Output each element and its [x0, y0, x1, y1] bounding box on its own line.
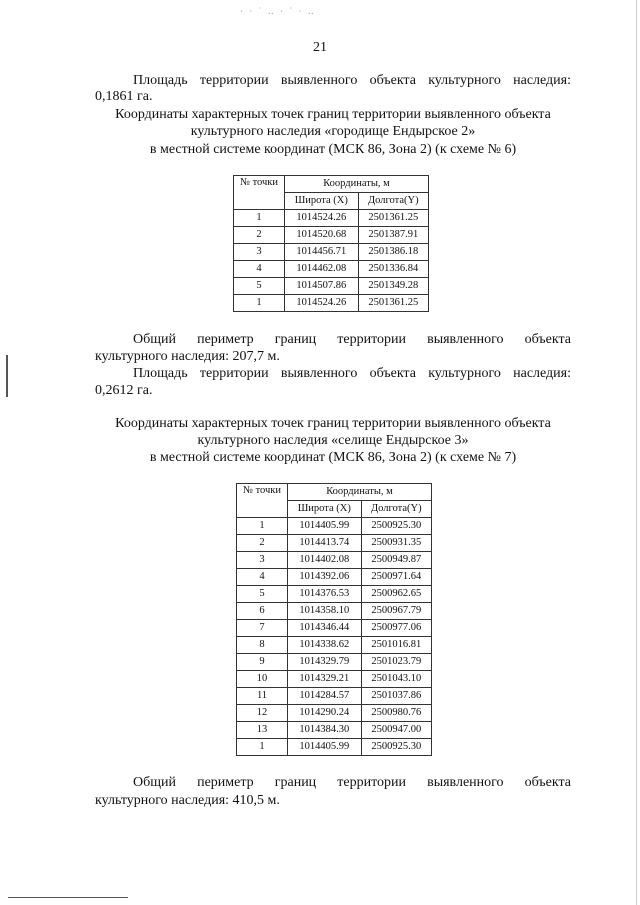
cell-lon: 2500971.64	[361, 569, 431, 586]
cell-point: 1	[234, 295, 285, 312]
table-row	[234, 227, 429, 244]
cell-lon: 2500967.79	[361, 603, 431, 620]
table-row	[237, 535, 432, 552]
cell-point: 2	[237, 535, 288, 552]
table-row	[237, 569, 432, 586]
cell-lat: 1014329.79	[288, 654, 362, 671]
col-header-point: № точки	[234, 176, 285, 210]
cell-point: 1	[237, 518, 288, 535]
scan-artifact-right-edge	[636, 0, 637, 905]
cell-lon: 2501387.91	[358, 227, 428, 244]
cell-lat: 1014413.74	[288, 535, 362, 552]
cell-point: 11	[237, 688, 288, 705]
cell-lat: 1014524.26	[285, 210, 359, 227]
cell-lat: 1014402.08	[288, 552, 362, 569]
table-row	[237, 654, 432, 671]
cell-lon: 2501016.81	[361, 637, 431, 654]
table-row	[234, 278, 429, 295]
col-header-lat: Широта (X)	[285, 193, 359, 210]
cell-point: 10	[237, 671, 288, 688]
cell-lon: 2500962.65	[361, 586, 431, 603]
col-header-coords: Координаты, м	[288, 484, 432, 501]
coordinates-table-1	[233, 175, 429, 312]
cell-lat: 1014358.10	[288, 603, 362, 620]
cell-lat: 1014462.08	[285, 261, 359, 278]
cell-point: 5	[237, 586, 288, 603]
table-row	[237, 739, 432, 756]
area-line-1: Площадь территории выявленного объекта культурного наследия:	[133, 73, 571, 88]
table-2-body	[237, 518, 432, 756]
block1-heading-line-3: в местной системе координат (МСК 86, Зона 2) (к схеме № 6)	[149, 142, 517, 157]
table-row	[237, 620, 432, 637]
block1-heading-line-2: культурного наследия «городище Ендырское 2»	[190, 124, 476, 139]
cell-point: 5	[234, 278, 285, 295]
cell-lon: 2501023.79	[361, 654, 431, 671]
block2-heading-line-2: культурного наследия «селище Ендырское 3»	[197, 433, 469, 448]
col-header-lat: Широта (X)	[288, 501, 362, 518]
table-row	[237, 705, 432, 722]
cell-point: 6	[237, 603, 288, 620]
cell-lat: 1014520.68	[285, 227, 359, 244]
table-row	[234, 244, 429, 261]
perimeter-1-line-1: Общий периметр границ территории выявленного объекта	[133, 332, 571, 347]
block2-heading-line-1: Координаты характерных точек границ территории выявленного объекта	[115, 416, 551, 431]
cell-lon: 2501361.25	[358, 210, 428, 227]
cell-point: 1	[237, 739, 288, 756]
table-row	[237, 552, 432, 569]
cell-lat: 1014405.99	[288, 518, 362, 535]
table-row	[234, 210, 429, 227]
cell-lat: 1014507.86	[285, 278, 359, 295]
cell-point: 4	[237, 569, 288, 586]
cell-lat: 1014384.30	[288, 722, 362, 739]
cell-point: 1	[234, 210, 285, 227]
cell-point: 4	[234, 261, 285, 278]
scan-artifact-bottom-line	[8, 897, 128, 898]
area-2-line-1: Площадь территории выявленного объекта культурного наследия:	[133, 366, 571, 381]
table-row	[237, 586, 432, 603]
cell-lon: 2500931.35	[361, 535, 431, 552]
perimeter-2-line-1: Общий периметр границ территории выявленного объекта	[133, 775, 571, 790]
cell-point: 9	[237, 654, 288, 671]
cell-lon: 2500977.06	[361, 620, 431, 637]
cell-lat: 1014456.71	[285, 244, 359, 261]
table-row	[237, 603, 432, 620]
cell-point: 3	[237, 552, 288, 569]
col-header-coords: Координаты, м	[285, 176, 429, 193]
perimeter-2-line-2: культурного наследия: 410,5 м.	[95, 793, 280, 808]
cell-lon: 2501037.86	[361, 688, 431, 705]
cell-point: 3	[234, 244, 285, 261]
cell-lat: 1014329.21	[288, 671, 362, 688]
page-number: 21	[313, 40, 327, 55]
table-row	[234, 295, 429, 312]
area-line-2: 0,1861 га.	[95, 89, 153, 104]
col-header-point: № точки	[237, 484, 288, 518]
cell-lat: 1014338.62	[288, 637, 362, 654]
cell-point: 2	[234, 227, 285, 244]
cell-lon: 2501361.25	[358, 295, 428, 312]
cell-lon: 2500947.00	[361, 722, 431, 739]
cell-lat: 1014290.24	[288, 705, 362, 722]
table-1-body	[234, 210, 429, 312]
table-row	[237, 671, 432, 688]
perimeter-1-line-2: культурного наследия: 207,7 м.	[95, 349, 280, 364]
coordinates-table-2	[236, 483, 432, 756]
cell-lon: 2501386.18	[358, 244, 428, 261]
cell-lat: 1014392.06	[288, 569, 362, 586]
cell-lon: 2501336.84	[358, 261, 428, 278]
cell-lat: 1014284.57	[288, 688, 362, 705]
cell-point: 8	[237, 637, 288, 654]
cell-lon: 2500949.87	[361, 552, 431, 569]
cell-lat: 1014376.53	[288, 586, 362, 603]
cell-point: 7	[237, 620, 288, 637]
block1-heading-line-1: Координаты характерных точек границ территории выявленного объекта	[115, 107, 551, 122]
cell-lon: 2501349.28	[358, 278, 428, 295]
col-header-lon: Долгота(Y)	[361, 501, 431, 518]
cell-lat: 1014405.99	[288, 739, 362, 756]
scan-artifact-left-bar	[6, 355, 8, 397]
block2-heading-line-3: в местной системе координат (МСК 86, Зона 2) (к схеме № 7)	[149, 450, 517, 465]
table-row	[237, 722, 432, 739]
cell-point: 12	[237, 705, 288, 722]
table-row	[237, 637, 432, 654]
cell-lat: 1014524.26	[285, 295, 359, 312]
table-row	[234, 261, 429, 278]
col-header-lon: Долгота(Y)	[358, 193, 428, 210]
cell-lon: 2500980.76	[361, 705, 431, 722]
table-row	[237, 518, 432, 535]
cell-point: 13	[237, 722, 288, 739]
table-row	[237, 688, 432, 705]
scan-artifact-top-noise: · · ˙ ‥ · ˙ · ‥	[240, 6, 316, 16]
cell-lon: 2501043.10	[361, 671, 431, 688]
cell-lat: 1014346.44	[288, 620, 362, 637]
area-2-line-2: 0,2612 га.	[95, 383, 153, 398]
cell-lon: 2500925.30	[361, 739, 431, 756]
cell-lon: 2500925.30	[361, 518, 431, 535]
